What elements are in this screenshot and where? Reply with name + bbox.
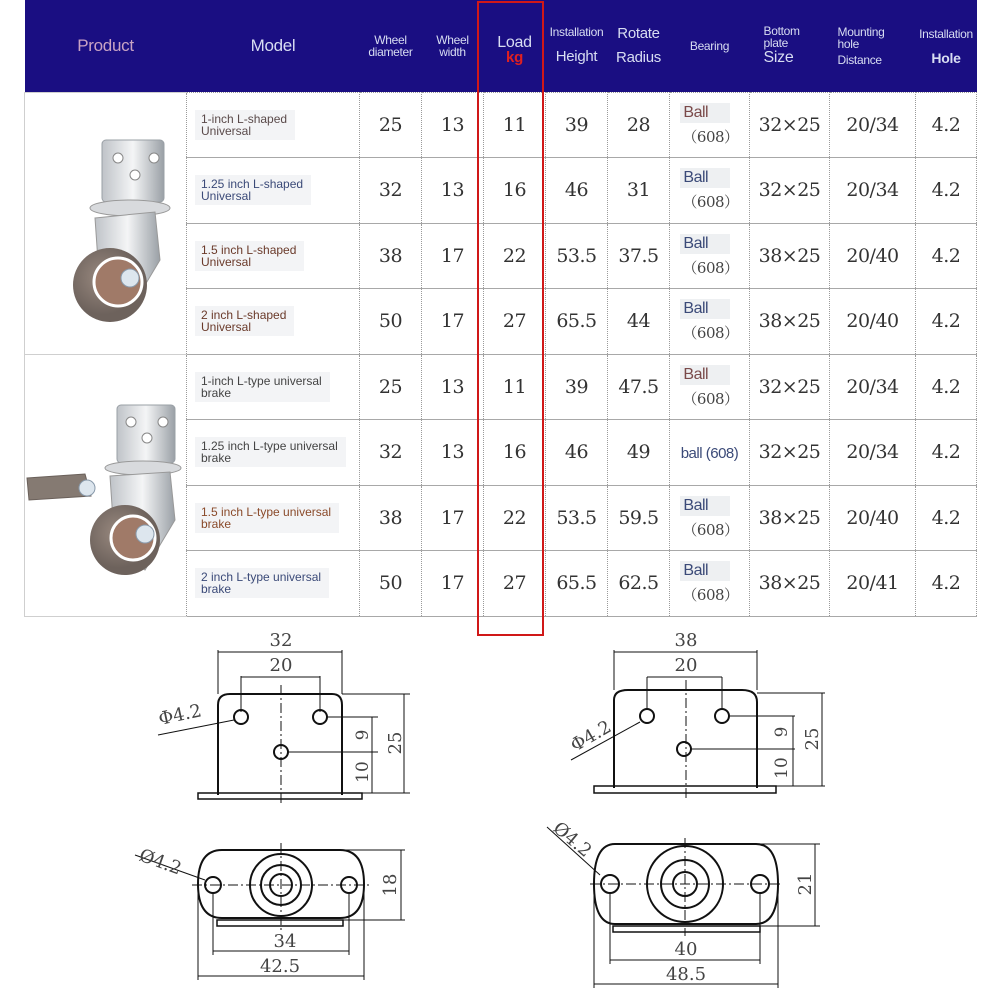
svg-text:21: 21 [795,872,816,896]
svg-text:20: 20 [269,655,293,676]
rotate-radius-cell: 47.5 [608,354,670,420]
load-cell: 27 [484,551,546,617]
bearing-value: Ball （608） [682,234,739,277]
header-row [25,0,977,92]
rotate-radius-cell: 49 [608,420,670,486]
bearing-cell [670,223,750,289]
large-plate-front-drawing [567,630,825,800]
bottom-plate-size-cell: 38×25 [750,551,830,617]
installation-height-cell: 46 [546,420,608,486]
header-mounting-hole-distance: Mounting hole Distance [830,0,916,92]
bearing-value: Ball （608） [682,365,739,408]
model-cell: 2 inch L-shaped Universal [187,289,360,355]
header-bearing: Bearing [670,0,750,92]
header-installation-height: Installation Height [546,0,608,92]
small-plate-front-drawing [157,630,410,805]
wheel-diameter-cell: 50 [360,289,422,355]
installation-height-cell: 53.5 [546,223,608,289]
installation-height-cell: 39 [546,354,608,420]
model-cell: 1.25 inch L-shaped Universal [187,158,360,224]
mounting-distance-cell: 20/40 [830,485,916,551]
bearing-value: Ball （608） [682,496,739,539]
load-cell: 16 [484,420,546,486]
bearing-value: Ball （608） [682,562,739,605]
svg-text:25: 25 [385,731,406,755]
rotate-radius-cell: 31 [608,158,670,224]
installation-hole-cell: 4.2 [916,551,977,617]
wheel-width-cell: 17 [422,551,484,617]
load-cell: 22 [484,485,546,551]
wheel-width-cell: 13 [422,158,484,224]
wheel-diameter-cell: 32 [360,158,422,224]
bearing-cell [670,354,750,420]
bearing-value: Ball （608） [682,103,739,146]
header-wheel-diameter: Wheel diameter [360,0,422,92]
svg-text:40: 40 [674,939,698,960]
rotate-radius-cell: 28 [608,92,670,158]
header-model: Model [187,0,360,92]
mounting-distance-cell: 20/41 [830,551,916,617]
mounting-distance-cell: 20/34 [830,354,916,420]
svg-text:10: 10 [353,761,373,783]
bottom-plate-size-cell: 32×25 [750,420,830,486]
svg-text:Ø4.2: Ø4.2 [548,817,596,862]
installation-hole-cell: 4.2 [916,289,977,355]
bearing-value: Ball （608） [682,169,739,212]
caster-image [30,100,180,340]
dimension-drawings [0,620,1000,1000]
svg-text:20: 20 [674,655,698,676]
mounting-distance-cell: 20/40 [830,223,916,289]
rotate-radius-cell: 44 [608,289,670,355]
svg-text:9: 9 [353,729,373,741]
wheel-width-cell: 17 [422,289,484,355]
wheel-width-cell: 17 [422,485,484,551]
kg-unit: kg [506,48,523,66]
wheel-diameter-cell: 25 [360,92,422,158]
wheel-width-cell: 13 [422,420,484,486]
bearing-cell [670,289,750,355]
mounting-distance-cell: 20/34 [830,158,916,224]
installation-hole-cell: 4.2 [916,354,977,420]
wheel-diameter-cell: 38 [360,485,422,551]
svg-text:9: 9 [772,726,792,738]
large-plate-top-drawing [547,818,820,988]
wheel-diameter-cell: 50 [360,551,422,617]
model-cell: 2 inch L-type universal brake [187,551,360,617]
load-cell: 27 [484,289,546,355]
bearing-cell [670,485,750,551]
installation-hole-cell: 4.2 [916,158,977,224]
installation-height-cell: 46 [546,158,608,224]
bearing-value: ball (608) [680,445,739,463]
installation-height-cell: 53.5 [546,485,608,551]
load-cell: 22 [484,223,546,289]
load-cell: 11 [484,92,546,158]
svg-text:34: 34 [273,931,297,952]
bearing-cell [670,420,750,486]
wheel-width-cell: 13 [422,354,484,420]
rotate-radius-cell: 62.5 [608,551,670,617]
header-load: Load kg [484,0,546,92]
load-cell: 11 [484,354,546,420]
svg-text:Φ4.2: Φ4.2 [156,700,204,730]
bottom-plate-size-cell: 38×25 [750,485,830,551]
installation-hole-cell: 4.2 [916,485,977,551]
model-cell: 1.25 inch L-type universal brake [187,420,360,486]
mounting-distance-cell: 20/34 [830,92,916,158]
bearing-cell [670,92,750,158]
wheel-width-cell: 17 [422,223,484,289]
wheel-width-cell: 13 [422,92,484,158]
header-wheel-width: Wheel width [422,0,484,92]
wheel-diameter-cell: 32 [360,420,422,486]
bearing-value: Ball （608） [682,300,739,343]
svg-text:Ø4.2: Ø4.2 [136,844,185,880]
load-cell: 16 [484,158,546,224]
svg-text:32: 32 [269,630,293,651]
installation-hole-cell: 4.2 [916,223,977,289]
svg-text:48.5: 48.5 [665,964,707,985]
header-installation-hole: Installation Hole [916,0,977,92]
small-plate-top-drawing [135,843,405,980]
svg-text:25: 25 [802,727,823,751]
wheel-diameter-cell: 38 [360,223,422,289]
rotate-radius-cell: 59.5 [608,485,670,551]
model-cell: 1-inch L-shaped Universal [187,92,360,158]
model-cell: 1.5 inch L-shaped Universal [187,223,360,289]
svg-text:18: 18 [380,873,401,897]
installation-height-cell: 39 [546,92,608,158]
bearing-cell [670,158,750,224]
svg-text:42.5: 42.5 [259,956,301,977]
header-rotate-radius: Rotate Radius [608,0,670,92]
model-cell: 1-inch L-type universal brake [187,354,360,420]
bottom-plate-size-cell: 32×25 [750,354,830,420]
mounting-distance-cell: 20/40 [830,289,916,355]
bearing-cell [670,551,750,617]
caster-brake-image [25,400,185,610]
mounting-distance-cell: 20/34 [830,420,916,486]
header-bottom-plate-size: Bottom plate Size [750,0,830,92]
bottom-plate-size-cell: 32×25 [750,158,830,224]
installation-height-cell: 65.5 [546,289,608,355]
bottom-plate-size-cell: 38×25 [750,289,830,355]
installation-hole-cell: 4.2 [916,420,977,486]
wheel-diameter-cell: 25 [360,354,422,420]
header-product: Product [25,0,187,92]
bottom-plate-size-cell: 32×25 [750,92,830,158]
model-cell: 1.5 inch L-type universal brake [187,485,360,551]
installation-hole-cell: 4.2 [916,92,977,158]
svg-text:38: 38 [674,630,698,651]
svg-text:10: 10 [772,757,792,779]
installation-height-cell: 65.5 [546,551,608,617]
bottom-plate-size-cell: 38×25 [750,223,830,289]
rotate-radius-cell: 37.5 [608,223,670,289]
svg-text:Φ4.2: Φ4.2 [567,716,616,757]
